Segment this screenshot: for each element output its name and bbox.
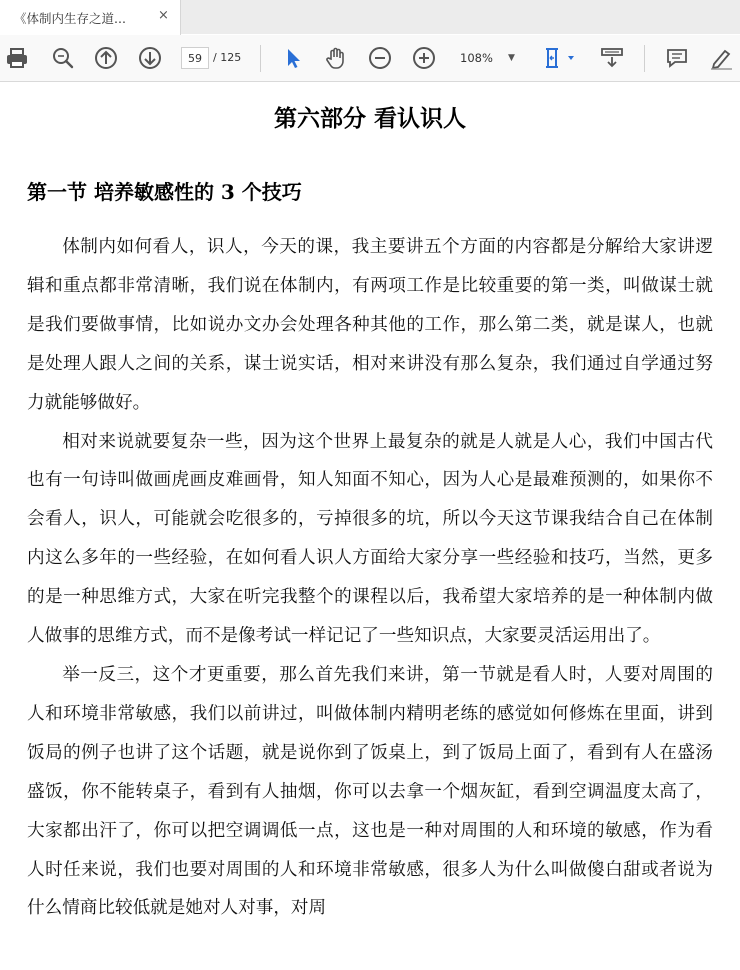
tab-bar bbox=[0, 0, 740, 34]
tab-title: 《体制内生存之道... bbox=[14, 11, 126, 26]
body-text bbox=[27, 228, 713, 928]
next-page-icon[interactable] bbox=[137, 45, 163, 71]
document-page bbox=[0, 82, 740, 970]
part-title: 第六部分 看认识人 bbox=[273, 105, 466, 132]
previous-page-icon[interactable] bbox=[93, 45, 119, 71]
toolbar bbox=[0, 35, 740, 82]
print-icon[interactable] bbox=[4, 45, 30, 71]
section-title: 第一节 培养敏感性的 3 个技巧 bbox=[27, 180, 302, 204]
toolbar-divider bbox=[260, 45, 261, 72]
zoom-select[interactable] bbox=[456, 47, 526, 69]
zoom-value: 108% bbox=[460, 51, 493, 65]
search-icon[interactable] bbox=[50, 45, 76, 71]
scroll-mode-icon[interactable] bbox=[599, 45, 625, 71]
paragraph: 体制内如何看人，识人，今天的课，我主要讲五个方面的内容都是分解给大家讲逻辑和重点都非常清晰，我们说在体制内，有两项工作是比较重要的第一类，叫做谋士就是我们要做事情，比如说办文办会处理各种其他的工作，那么第二类，就是谋人，也就是处理人跟人之间的关系，谋士说实话，相对来讲没有那么复杂，我们通过自学通过努力就能够做好。 bbox=[27, 237, 713, 413]
chevron-down-icon: ▼ bbox=[508, 53, 515, 63]
hand-tool-icon[interactable] bbox=[323, 45, 349, 71]
document-tab[interactable] bbox=[0, 0, 181, 35]
toolbar-divider bbox=[644, 45, 645, 72]
paragraph: 举一反三，这个才更重要，那么首先我们来讲，第一节就是看人时，人要对周围的人和环境非常敏感，我们以前讲过，叫做体制内精明老练的感觉如何修炼在里面，讲到饭局的例子也讲了这个话题，就是说你到了饭桌上，到了饭局上面了，看到有人在盛汤盛饭，你不能转桌子，看到有人抽烟，你可以去拿一个烟灰缸，看到空调温度太高了，大家都出汗了，你可以把空调调低一点，这也是一种对周围的人和环境的敏感，作为看人时任来说，我们也要对周围的人和环境非常敏感，很多人为什么叫做傻白甜或者说为什么情商比较低就是她对人对事，对周 bbox=[27, 664, 713, 919]
zoom-in-icon[interactable] bbox=[411, 45, 437, 71]
page-number-input[interactable]: 59 bbox=[181, 47, 209, 69]
zoom-out-icon[interactable] bbox=[367, 45, 393, 71]
select-cursor-icon[interactable] bbox=[280, 45, 306, 71]
page-total: / 125 bbox=[213, 51, 242, 64]
comment-icon[interactable] bbox=[664, 45, 690, 71]
paragraph: 相对来说就要复杂一些，因为这个世界上最复杂的就是人就是人心，我们中国古代也有一句诗叫做画虎画皮难画骨，知人知面不知心，因为人心是最难预测的，如果你不会看人，识人，可能就会吃很多的，亏掉很多的坑，所以今天这节课我结合自己在体制内这么多年的一些经验，在如何看人识人方面给大家分享一些经验和技巧，当然，更多的是一种思维方式，大家在听完我整个的课程以后，我希望大家培养的是一种体制内做人做事的思维方式，而不是像考试一样记记了一些知识点，大家要灵活运用出了。 bbox=[27, 431, 713, 647]
fit-page-icon[interactable] bbox=[542, 45, 578, 71]
close-tab-icon[interactable]: × bbox=[158, 8, 169, 23]
highlight-pen-icon[interactable] bbox=[708, 45, 734, 71]
